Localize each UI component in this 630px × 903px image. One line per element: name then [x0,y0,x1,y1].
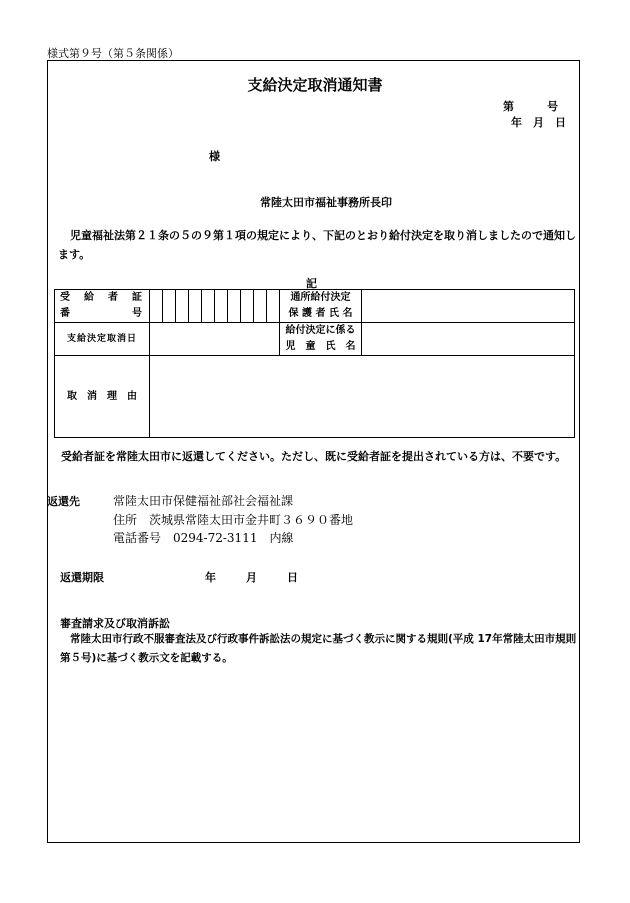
form-number: 様式第９号（第５条関係） [47,47,179,60]
cancel-date-label: 支給決定取消日 [55,323,150,356]
deadline-month: 月 [246,571,257,584]
addressee-suffix: 様 [209,150,220,163]
cert-digit-box[interactable] [176,290,189,323]
cert-digit-box[interactable] [241,290,254,323]
details-table [54,289,575,438]
appeal-text: 常陸太田市行政不服審査法及び行政事件訴訟法の規定に基づく教示に関する規則(平成 17年常陸太田市規則第５号)に基づく教示文を記載する。 [60,633,577,664]
recipient-cert-label: 受 給 者 証 番 号 [55,290,150,323]
cert-digit-box[interactable] [189,290,202,323]
cert-digit-box[interactable] [215,290,228,323]
doc-number: 第 号 [503,100,558,113]
return-to-phone: 電話番号 0294-72-3111 内線 [113,531,294,545]
appeal-heading: 審査請求及び取消訴訟 [60,617,170,630]
return-to-dept: 常陸太田市保健福祉部社会福祉課 [113,494,294,508]
cancel-date-field[interactable] [150,323,280,356]
cert-digit-box[interactable] [254,290,267,323]
guardian-name-field[interactable] [362,290,575,323]
child-name-field[interactable] [362,323,575,356]
ki-mark: 記 [306,277,317,290]
cert-digit-box[interactable] [163,290,176,323]
cert-digit-box[interactable] [202,290,215,323]
deadline-label: 返還期限 [60,571,104,584]
reason-field[interactable] [150,356,575,438]
cert-digit-box[interactable] [150,290,163,323]
guardian-name-label: 通所給付決定 保 護 者 氏 名 [280,290,362,323]
cert-digit-box[interactable] [267,290,280,323]
sender: 常陸太田市福祉事務所長印 [260,196,392,209]
deadline-year: 年 [205,571,216,584]
return-notice: 受給者証を常陸太田市に返還してください。ただし、既に受給者証を提出されている方は、不要です。 [61,450,567,463]
deadline-day: 日 [287,571,298,584]
document-title: 支給決定取消通知書 [247,76,383,94]
notice-body: 児童福祉法第２１条の５の９第１項の規定により、下記のとおり給付決定を取り消しましたので通知します。 [58,229,576,261]
issue-date: 年 月 日 [511,116,566,129]
return-to-address: 住所 茨城県常陸太田市金井町３６９０番地 [113,513,354,527]
return-to-label: 返還先 [47,495,80,508]
child-name-label: 給付決定に係る 児 童 氏 名 [280,323,362,356]
cert-digit-box[interactable] [228,290,241,323]
reason-label: 取 消 理 由 [55,356,150,438]
